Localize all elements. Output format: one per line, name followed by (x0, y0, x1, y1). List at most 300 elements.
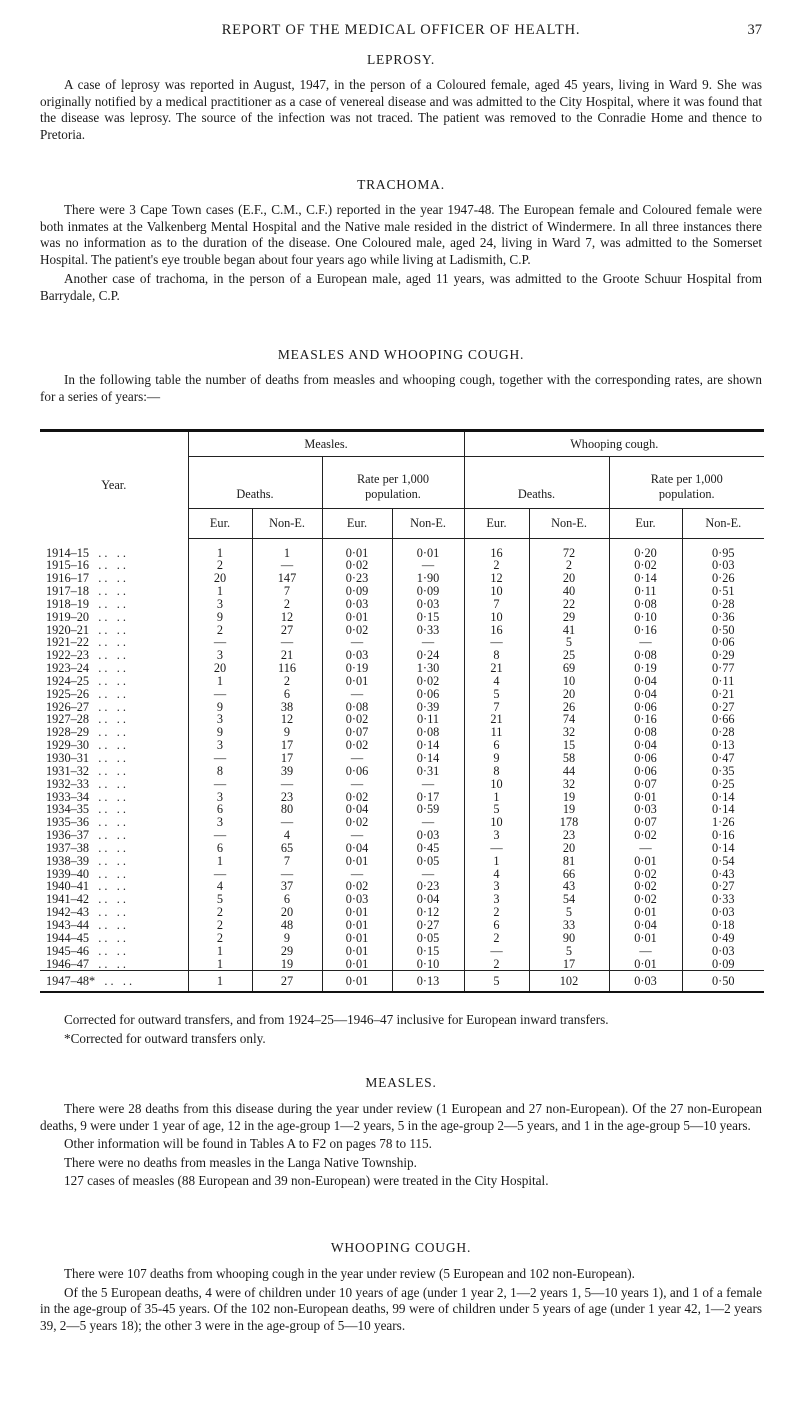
cell-whooping-deaths-eur: 2 (464, 932, 529, 945)
table-row (40, 829, 764, 842)
measles-whooping-section (40, 347, 762, 405)
cell-year: 1933–34 . . . . (46, 789, 126, 804)
table-row (40, 855, 764, 868)
cell-year: 1919–20 . . . . (46, 609, 126, 624)
cell-whooping-rate-nonE: 0·27 (682, 701, 764, 714)
cell-measles-rate-eur: 0·01 (322, 547, 392, 560)
cell-measles-deaths-eur: 2 (188, 932, 252, 945)
cell-whooping-deaths-eur: 16 (464, 624, 529, 637)
cell-whooping-deaths-nonE: 19 (529, 791, 609, 804)
cell-measles-deaths-nonE: — (252, 559, 322, 572)
cell-year: 1916–17 . . . . (46, 571, 126, 586)
cell-whooping-deaths-nonE: 40 (529, 585, 609, 598)
cell-measles-rate-eur: 0·02 (322, 739, 392, 752)
cell-measles-deaths-eur: — (188, 688, 252, 701)
cell-whooping-deaths-nonE: 32 (529, 778, 609, 791)
cell-year: 1934–35 . . . . (46, 802, 126, 817)
cell-whooping-deaths-nonE: 43 (529, 880, 609, 893)
cell-measles-deaths-eur: 9 (188, 726, 252, 739)
cell-whooping-rate-nonE: 0·54 (682, 855, 764, 868)
cell-whooping-deaths-nonE: 22 (529, 598, 609, 611)
cell-whooping-rate-eur: 0·06 (609, 752, 682, 765)
cell-measles-rate-nonE: 0·01 (392, 547, 464, 560)
cell-whooping-deaths-nonE: 33 (529, 919, 609, 932)
cell-year: 1938–39 . . . . (46, 853, 126, 868)
col-header-measles-deaths-eur: Eur. (188, 509, 252, 539)
cell-measles-deaths-nonE: 19 (252, 958, 322, 971)
cell-year: 1923–24 . . . . (46, 661, 126, 676)
cell-whooping-deaths-eur: 5 (464, 971, 529, 993)
cell-measles-rate-eur: 0·01 (322, 958, 392, 971)
cell-whooping-deaths-nonE: 26 (529, 701, 609, 714)
cell-measles-rate-nonE: 0·45 (392, 842, 464, 855)
trachoma-section (40, 177, 762, 304)
cell-measles-deaths-eur: 1 (188, 675, 252, 688)
cell-measles-deaths-nonE: 27 (252, 624, 322, 637)
report-title: REPORT OF THE MEDICAL OFFICER OF HEALTH. (221, 22, 581, 38)
cell-whooping-deaths-eur: 5 (464, 803, 529, 816)
cell-whooping-rate-eur: 0·02 (609, 868, 682, 881)
cell-measles-rate-nonE: 0·39 (392, 701, 464, 714)
cell-measles-rate-nonE: 0·11 (392, 713, 464, 726)
cell-measles-rate-nonE: 0·24 (392, 649, 464, 662)
cell-measles-deaths-nonE: 65 (252, 842, 322, 855)
cell-whooping-deaths-nonE: 69 (529, 662, 609, 675)
cell-year: 1941–42 . . . . (46, 892, 126, 907)
cell-measles-deaths-eur: 3 (188, 713, 252, 726)
cell-measles-deaths-nonE: 6 (252, 688, 322, 701)
cell-measles-deaths-nonE: 23 (252, 791, 322, 804)
cell-whooping-deaths-eur: 21 (464, 662, 529, 675)
cell-year: 1945–46 . . . . (46, 943, 126, 958)
cell-measles-deaths-nonE: — (252, 816, 322, 829)
cell-measles-deaths-eur: 3 (188, 739, 252, 752)
cell-measles-deaths-nonE: 2 (252, 675, 322, 688)
cell-whooping-rate-eur: 0·20 (609, 547, 682, 560)
cell-measles-rate-eur: 0·03 (322, 649, 392, 662)
cell-measles-deaths-nonE: 6 (252, 893, 322, 906)
cell-measles-rate-eur: — (322, 778, 392, 791)
footnote-2: *Corrected for outward transfers only. (64, 1030, 266, 1046)
cell-measles-rate-eur: 0·07 (322, 726, 392, 739)
table-row (40, 958, 764, 971)
cell-whooping-rate-nonE: 0·50 (682, 624, 764, 637)
cell-measles-rate-eur: 0·02 (322, 816, 392, 829)
cell-measles-deaths-eur: 3 (188, 598, 252, 611)
col-header-whooping-rate-eur: Eur. (609, 509, 682, 539)
cell-measles-rate-eur: 0·08 (322, 701, 392, 714)
cell-whooping-deaths-nonE: 20 (529, 572, 609, 585)
cell-whooping-deaths-nonE: 5 (529, 636, 609, 649)
col-header-measles-rate-nonE: Non-E. (392, 509, 464, 539)
cell-whooping-rate-eur: 0·01 (609, 958, 682, 971)
cell-year: 1926–27 . . . . (46, 699, 126, 714)
cell-whooping-deaths-nonE: 58 (529, 752, 609, 765)
cell-measles-deaths-nonE: — (252, 868, 322, 881)
cell-year: 1946–47 . . . . (46, 956, 126, 971)
cell-year: 1942–43 . . . . (46, 905, 126, 920)
col-header-whooping-rate-nonE: Non-E. (682, 509, 764, 539)
cell-whooping-rate-nonE: 0·13 (682, 739, 764, 752)
table-row (40, 765, 764, 778)
cell-measles-rate-eur: 0·01 (322, 971, 392, 993)
whooping-heading: WHOOPING COUGH. (330, 1240, 472, 1255)
col-header-whooping-deaths-nonE: Non-E. (529, 509, 609, 539)
cell-measles-deaths-eur: 6 (188, 842, 252, 855)
cell-year: 1936–37 . . . . (46, 828, 126, 843)
cell-measles-deaths-nonE: 12 (252, 611, 322, 624)
col-header-whooping-deaths-eur: Eur. (464, 509, 529, 539)
cell-measles-deaths-eur: 1 (188, 971, 252, 993)
cell-whooping-deaths-eur: 5 (464, 688, 529, 701)
cell-measles-deaths-nonE: — (252, 636, 322, 649)
cell-measles-rate-eur: — (322, 868, 392, 881)
cell-whooping-deaths-eur: 10 (464, 585, 529, 598)
cell-whooping-deaths-nonE: 66 (529, 868, 609, 881)
cell-measles-deaths-eur: 2 (188, 906, 252, 919)
cell-whooping-deaths-nonE: 19 (529, 803, 609, 816)
cell-whooping-rate-nonE: 0·28 (682, 726, 764, 739)
cell-whooping-rate-eur: 0·04 (609, 739, 682, 752)
cell-whooping-rate-nonE: 0·95 (682, 547, 764, 560)
table-row (40, 611, 764, 624)
footnotes (40, 1012, 762, 1047)
cell-year: 1921–22 . . . . (46, 635, 126, 650)
cell-measles-deaths-eur: 1 (188, 585, 252, 598)
cell-measles-deaths-eur: 6 (188, 803, 252, 816)
cell-measles-deaths-eur: 20 (188, 572, 252, 585)
cell-whooping-rate-eur: 0·02 (609, 880, 682, 893)
cell-year: 1940–41 . . . . (46, 879, 126, 894)
cell-year: 1929–30 . . . . (46, 738, 126, 753)
cell-measles-rate-nonE: 1·30 (392, 662, 464, 675)
cell-measles-deaths-eur: 1 (188, 547, 252, 560)
cell-whooping-deaths-eur: 4 (464, 868, 529, 881)
cell-measles-deaths-eur: 1 (188, 958, 252, 971)
cell-whooping-rate-nonE: 0·43 (682, 868, 764, 881)
cell-whooping-deaths-nonE: 25 (529, 649, 609, 662)
cell-whooping-deaths-eur: 1 (464, 855, 529, 868)
cell-whooping-rate-nonE: 0·29 (682, 649, 764, 662)
cell-whooping-rate-nonE: 0·26 (682, 572, 764, 585)
cell-measles-rate-nonE: 0·06 (392, 688, 464, 701)
cell-whooping-rate-nonE: 0·16 (682, 829, 764, 842)
cell-measles-rate-nonE: — (392, 636, 464, 649)
cell-measles-rate-nonE: 0·31 (392, 765, 464, 778)
cell-whooping-rate-eur: 0·08 (609, 726, 682, 739)
cell-measles-rate-eur: — (322, 829, 392, 842)
cell-measles-deaths-nonE: 21 (252, 649, 322, 662)
cell-measles-deaths-eur: 2 (188, 559, 252, 572)
cell-measles-deaths-nonE: 80 (252, 803, 322, 816)
cell-whooping-rate-nonE: 0·03 (682, 559, 764, 572)
cell-year: 1931–32 . . . . (46, 763, 126, 778)
cell-whooping-rate-eur: 0·04 (609, 919, 682, 932)
deaths-rates-table (40, 429, 764, 993)
cell-measles-deaths-eur: 2 (188, 624, 252, 637)
cell-year: 1914–15 . . . . (46, 545, 126, 560)
cell-whooping-rate-eur: 0·04 (609, 675, 682, 688)
cell-measles-deaths-eur: 1 (188, 945, 252, 958)
cell-measles-rate-nonE: 0·15 (392, 945, 464, 958)
cell-measles-rate-nonE: 1·90 (392, 572, 464, 585)
cell-measles-rate-eur: 0·01 (322, 945, 392, 958)
cell-measles-rate-eur: 0·02 (322, 791, 392, 804)
cell-whooping-deaths-eur: 1 (464, 791, 529, 804)
table-row (40, 778, 764, 791)
leprosy-section (40, 52, 762, 143)
cell-measles-deaths-eur: 20 (188, 662, 252, 675)
cell-whooping-rate-nonE: 0·35 (682, 765, 764, 778)
cell-whooping-deaths-nonE: 54 (529, 893, 609, 906)
cell-whooping-deaths-eur: 8 (464, 765, 529, 778)
cell-whooping-rate-nonE: 0·14 (682, 791, 764, 804)
page-number: 37 (747, 22, 762, 38)
cell-year: 1944–45 . . . . (46, 930, 126, 945)
cell-measles-rate-nonE: — (392, 559, 464, 572)
whooping-group-header: Whooping cough. (464, 431, 764, 457)
cell-year: 1930–31 . . . . (46, 751, 126, 765)
cell-measles-rate-nonE: 0·27 (392, 919, 464, 932)
cell-year: 1943–44 . . . . (46, 917, 126, 932)
whooping-rate-header: Rate per 1,000 population. (609, 457, 764, 509)
cell-measles-rate-eur: — (322, 752, 392, 765)
cell-measles-deaths-eur: 3 (188, 649, 252, 662)
measles-rate-header: Rate per 1,000 population. (322, 457, 464, 509)
cell-whooping-deaths-nonE: 5 (529, 945, 609, 958)
cell-year: 1925–26 . . . . (46, 686, 126, 701)
cell-whooping-rate-eur: 0·07 (609, 778, 682, 791)
measles-paragraph-3: There were no deaths from measles in the Langa Native Township. (64, 1154, 417, 1170)
cell-measles-rate-eur: 0·09 (322, 585, 392, 598)
cell-measles-rate-eur: 0·06 (322, 765, 392, 778)
cell-measles-rate-nonE: 0·08 (392, 726, 464, 739)
cell-whooping-deaths-nonE: 20 (529, 842, 609, 855)
cell-whooping-deaths-eur: 12 (464, 572, 529, 585)
cell-measles-deaths-nonE: 147 (252, 572, 322, 585)
cell-whooping-rate-nonE: 0·77 (682, 662, 764, 675)
table-row (40, 585, 764, 598)
cell-measles-rate-nonE: — (392, 816, 464, 829)
cell-measles-rate-eur: 0·03 (322, 598, 392, 611)
cell-whooping-deaths-eur: 10 (464, 778, 529, 791)
cell-measles-rate-nonE: — (392, 868, 464, 881)
whooping-section (40, 1240, 762, 1334)
cell-measles-deaths-nonE: 39 (252, 765, 322, 778)
col-header-measles-deaths-nonE: Non-E. (252, 509, 322, 539)
whooping-paragraph-1: There were 107 deaths from whooping cough in the year under review (5 European and 102 non-European). (64, 1266, 635, 1281)
cell-whooping-rate-eur: — (609, 636, 682, 649)
cell-measles-rate-nonE: — (392, 778, 464, 791)
cell-whooping-rate-nonE: 0·47 (682, 752, 764, 765)
table-row (40, 971, 764, 993)
cell-whooping-rate-eur: 0·06 (609, 765, 682, 778)
running-header (40, 22, 762, 42)
cell-whooping-deaths-eur: 3 (464, 880, 529, 893)
cell-measles-rate-nonE: 0·33 (392, 624, 464, 637)
trachoma-heading: TRACHOMA. (357, 177, 445, 192)
cell-whooping-deaths-eur: 3 (464, 893, 529, 906)
table-body (40, 539, 764, 993)
cell-whooping-deaths-eur: 3 (464, 829, 529, 842)
cell-measles-rate-eur: 0·04 (322, 842, 392, 855)
measles-paragraph-1: There were 28 deaths from this disease during the year under review (1 European and 27 non-European). Of the 27 non-European deaths, 9 were under 1 year of age, 12 in the age-group 1—2 years, 5 in the age-group 2—5 years, and 1 in the age-group 5—10 years. (40, 1101, 762, 1133)
cell-whooping-rate-nonE: 0·03 (682, 906, 764, 919)
table-row (40, 688, 764, 701)
cell-measles-rate-eur: 0·01 (322, 919, 392, 932)
cell-measles-deaths-eur: 8 (188, 765, 252, 778)
year-header: Year. (101, 477, 127, 492)
cell-measles-rate-eur: 0·01 (322, 675, 392, 688)
cell-measles-rate-eur: — (322, 688, 392, 701)
cell-measles-rate-eur: 0·04 (322, 803, 392, 816)
cell-whooping-rate-nonE: 0·25 (682, 778, 764, 791)
cell-year: 1937–38 . . . . (46, 840, 126, 855)
cell-whooping-deaths-nonE: 23 (529, 829, 609, 842)
cell-measles-deaths-eur: 3 (188, 791, 252, 804)
cell-measles-deaths-nonE: 17 (252, 752, 322, 765)
cell-whooping-deaths-nonE: 5 (529, 906, 609, 919)
cell-whooping-deaths-eur: 2 (464, 559, 529, 572)
cell-measles-rate-nonE: 0·14 (392, 739, 464, 752)
cell-year: 1947–48* . . . . (40, 971, 188, 993)
cell-measles-rate-eur: 0·01 (322, 932, 392, 945)
cell-measles-deaths-nonE: 29 (252, 945, 322, 958)
table-row (40, 598, 764, 611)
cell-whooping-deaths-nonE: 2 (529, 559, 609, 572)
cell-whooping-deaths-nonE: 44 (529, 765, 609, 778)
cell-measles-deaths-eur: — (188, 829, 252, 842)
cell-year: 1928–29 . . . . (46, 725, 126, 740)
table-row (40, 945, 764, 958)
cell-whooping-deaths-eur: 9 (464, 752, 529, 765)
cell-whooping-rate-eur: 0·01 (609, 906, 682, 919)
cell-whooping-deaths-nonE: 81 (529, 855, 609, 868)
cell-whooping-deaths-nonE: 102 (529, 971, 609, 993)
leprosy-heading: LEPROSY. (366, 52, 436, 67)
cell-whooping-rate-nonE: 0·36 (682, 611, 764, 624)
cell-measles-rate-nonE: 0·10 (392, 958, 464, 971)
cell-measles-rate-eur: 0·01 (322, 855, 392, 868)
cell-measles-deaths-eur: — (188, 636, 252, 649)
cell-whooping-rate-eur: 0·06 (609, 701, 682, 714)
cell-whooping-rate-nonE: 0·11 (682, 675, 764, 688)
cell-measles-deaths-nonE: 2 (252, 598, 322, 611)
cell-measles-deaths-nonE: 48 (252, 919, 322, 932)
cell-measles-deaths-nonE: 12 (252, 713, 322, 726)
cell-whooping-deaths-nonE: 32 (529, 726, 609, 739)
cell-measles-deaths-eur: 1 (188, 855, 252, 868)
cell-measles-rate-nonE: 0·03 (392, 829, 464, 842)
cell-year: 1920–21 . . . . (46, 622, 126, 637)
cell-whooping-rate-eur: 0·10 (609, 611, 682, 624)
cell-measles-deaths-eur: 9 (188, 611, 252, 624)
cell-whooping-rate-eur: 0·03 (609, 971, 682, 993)
trachoma-paragraph-1: There were 3 Cape Town cases (E.F., C.M., C.F.) reported in the year 1947-48. The European female and Coloured female were both inmates at the Valkenberg Mental Hospital and the Native male resided in the district of Windermere. In all three instances there was no information as to the duration of the disease. One Coloured male, aged 24, living in Ward 7, was admitted to the Somerset Hospital. The patient's eye trouble began about four years ago while living at Ladismith, C.P. (40, 202, 762, 267)
cell-measles-deaths-eur: 2 (188, 919, 252, 932)
table-row (40, 624, 764, 637)
cell-whooping-rate-nonE: 0·03 (682, 945, 764, 958)
cell-whooping-rate-nonE: 0·09 (682, 958, 764, 971)
cell-whooping-rate-nonE: 1·26 (682, 816, 764, 829)
cell-whooping-deaths-eur: 21 (464, 713, 529, 726)
cell-measles-deaths-nonE: 9 (252, 726, 322, 739)
cell-whooping-rate-nonE: 0·18 (682, 919, 764, 932)
footnote-1: Corrected for outward transfers, and from 1924–25—1946–47 inclusive for European inward transfers. (64, 1012, 609, 1027)
whooping-paragraph-2: Of the 5 European deaths, 4 were of children under 10 years of age (under 1 year 2, 1—2 years 1, 5—10 years 1), and 1 of a female in the age-group of 35-45 years. Of the 102 non-European deaths, 99 were of children under 5 years of age (under 1 year 42, 1—2 years 39, 2—5 years 18); the other 3 were in the age-group of 5—10 years. (40, 1284, 762, 1333)
cell-measles-rate-eur: 0·02 (322, 624, 392, 637)
cell-measles-deaths-nonE: 37 (252, 880, 322, 893)
cell-whooping-deaths-eur: 16 (464, 547, 529, 560)
cell-measles-rate-eur: 0·19 (322, 662, 392, 675)
measles-whooping-intro: In the following table the number of deaths from measles and whooping cough, together with the corresponding rates, are shown for a series of years:— (40, 372, 762, 404)
cell-whooping-deaths-eur: 6 (464, 739, 529, 752)
measles-deaths-header: Deaths. (188, 457, 322, 509)
cell-whooping-deaths-nonE: 17 (529, 958, 609, 971)
cell-measles-rate-eur: — (322, 636, 392, 649)
cell-whooping-deaths-eur: 6 (464, 919, 529, 932)
cell-measles-deaths-eur: 5 (188, 893, 252, 906)
measles-paragraph-4: 127 cases of measles (88 European and 39 non-European) were treated in the City Hospital. (64, 1173, 549, 1188)
cell-measles-deaths-nonE: 1 (252, 547, 322, 560)
measles-whooping-heading: MEASLES AND WHOOPING COUGH. (277, 347, 525, 362)
cell-whooping-rate-eur: 0·02 (609, 893, 682, 906)
cell-measles-deaths-nonE: 116 (252, 662, 322, 675)
cell-whooping-deaths-eur: 4 (464, 675, 529, 688)
cell-whooping-rate-eur: 0·03 (609, 803, 682, 816)
cell-whooping-deaths-nonE: 20 (529, 688, 609, 701)
cell-whooping-rate-eur: 0·02 (609, 829, 682, 842)
cell-measles-rate-nonE: 0·04 (392, 893, 464, 906)
cell-measles-deaths-eur: — (188, 752, 252, 765)
cell-measles-rate-eur: 0·23 (322, 572, 392, 585)
cell-measles-rate-nonE: 0·03 (392, 598, 464, 611)
cell-measles-rate-nonE: 0·02 (392, 675, 464, 688)
measles-section (40, 1075, 762, 1190)
cell-whooping-rate-nonE: 0·27 (682, 880, 764, 893)
cell-measles-deaths-eur: 4 (188, 880, 252, 893)
cell-measles-rate-nonE: 0·09 (392, 585, 464, 598)
cell-whooping-deaths-nonE: 41 (529, 624, 609, 637)
cell-whooping-rate-eur: 0·14 (609, 572, 682, 585)
cell-whooping-deaths-eur: 2 (464, 906, 529, 919)
cell-whooping-rate-eur: 0·01 (609, 791, 682, 804)
cell-whooping-deaths-eur: — (464, 945, 529, 958)
cell-whooping-deaths-nonE: 74 (529, 713, 609, 726)
cell-whooping-deaths-eur: 8 (464, 649, 529, 662)
cell-whooping-deaths-eur: 7 (464, 701, 529, 714)
cell-whooping-rate-nonE: 0·33 (682, 893, 764, 906)
cell-whooping-deaths-nonE: 72 (529, 547, 609, 560)
cell-whooping-deaths-eur: — (464, 842, 529, 855)
cell-whooping-deaths-eur: 7 (464, 598, 529, 611)
cell-year: 1917–18 . . . . (46, 584, 126, 599)
cell-whooping-deaths-eur: 11 (464, 726, 529, 739)
table-row (40, 919, 764, 932)
cell-whooping-rate-eur: 0·16 (609, 713, 682, 726)
cell-whooping-deaths-eur: 10 (464, 611, 529, 624)
table-row (40, 752, 764, 765)
cell-whooping-rate-eur: 0·07 (609, 816, 682, 829)
cell-measles-rate-eur: 0·02 (322, 713, 392, 726)
cell-whooping-rate-nonE: 0·21 (682, 688, 764, 701)
cell-whooping-rate-eur: 0·08 (609, 598, 682, 611)
cell-measles-rate-eur: 0·03 (322, 893, 392, 906)
cell-year: 1935–36 . . . . (46, 815, 126, 830)
cell-whooping-deaths-nonE: 29 (529, 611, 609, 624)
cell-measles-rate-nonE: 0·17 (392, 791, 464, 804)
cell-whooping-deaths-nonE: 178 (529, 816, 609, 829)
